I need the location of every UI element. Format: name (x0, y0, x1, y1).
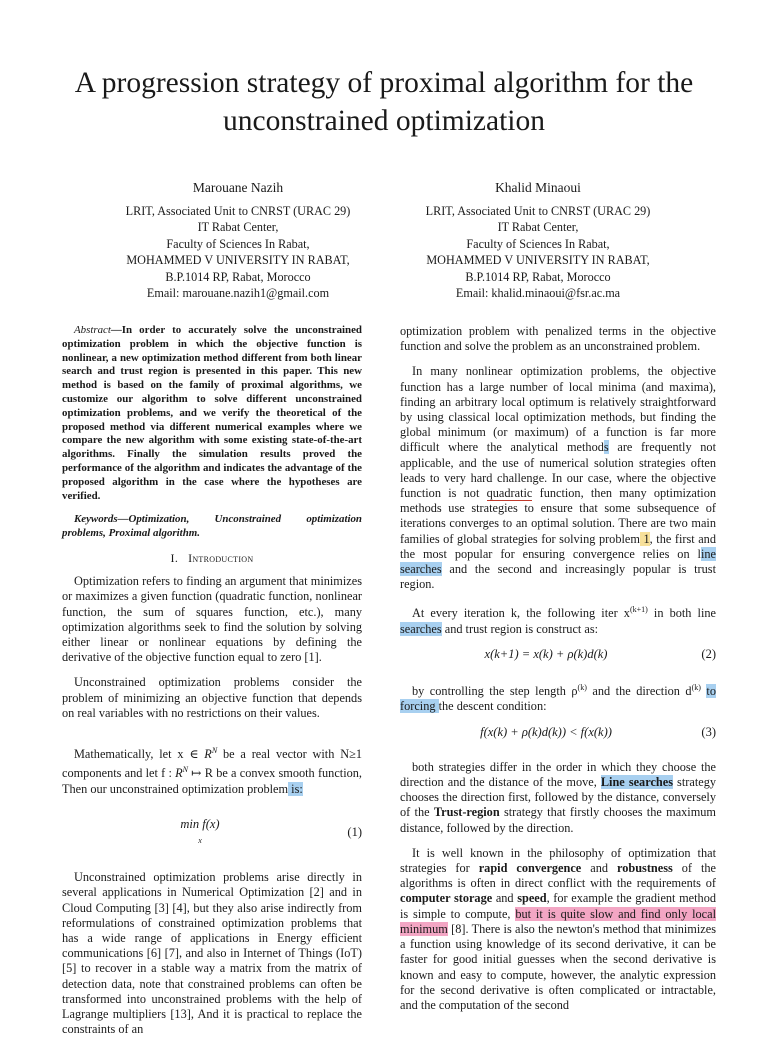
text-run: ↦ R be a convex smooth function, Then our unconstrained optimization problem (62, 766, 362, 796)
equation-2 (400, 647, 716, 662)
paragraph (400, 680, 716, 715)
math-superscript: (k) (691, 683, 701, 693)
author-name: Khalid Minaoui (495, 180, 581, 195)
author-affiliation-line: MOHAMMED V UNIVERSITY IN RABAT, (126, 253, 350, 267)
highlighted-text: s (603, 440, 609, 455)
author-2 (388, 180, 688, 302)
highlighted-text: searches (400, 621, 442, 636)
bold-text: computer storage (400, 891, 493, 906)
text-run: in both line (647, 606, 716, 621)
author-affiliation-line: B.P.1014 RP, Rabat, Morocco (165, 269, 311, 284)
math-RN (175, 766, 188, 780)
equation-1 (62, 817, 362, 848)
highlighted-text: Line searches (600, 775, 673, 790)
section-title: Introduction (188, 550, 254, 565)
text-run: both strategies differ in the order in which they choose the direction and the distance of the move, (400, 759, 716, 790)
equation-body: x(k+1) = x(k) + ρ(k)d(k) (484, 646, 608, 661)
paragraph (400, 364, 716, 592)
text-run: and (581, 861, 617, 876)
highlighted-text: ine searches (400, 546, 716, 577)
bold-text: rapid convergence (478, 861, 582, 876)
paragraph: optimization problem with penalized terms in the objective function and solve the problem as an unconstrained problem. (400, 324, 716, 354)
author-affiliation-line: MOHAMMED V UNIVERSITY IN RABAT, (426, 253, 650, 267)
text-run: Mathematically, let x ∈ (74, 747, 205, 762)
equation-subscript: x (198, 835, 202, 845)
equation-text: min f(x) (180, 816, 220, 831)
section-heading (62, 551, 362, 566)
author-affiliation-line: Faculty of Sciences In Rabat, (166, 236, 310, 251)
equation-body: f(x(k) + ρ(k)d(k)) < f(x(k)) (480, 724, 612, 739)
text-run: the descent condition: (438, 699, 547, 714)
author-affiliation-line: Faculty of Sciences In Rabat, (466, 236, 610, 251)
math-RN (204, 747, 217, 761)
bold-text: speed (517, 891, 547, 906)
text-run: and the direction d (586, 684, 692, 699)
highlighted-text: to forcing (400, 684, 716, 714)
abstract (62, 324, 362, 503)
author-affiliation-line: IT Rabat Center, (197, 220, 279, 234)
author-email: Email: marouane.nazih1@gmail.com (146, 286, 330, 300)
text-run: by controlling the step length ρ (412, 684, 578, 699)
equation-body (62, 817, 338, 848)
text-run: At every iteration k, the following iter x (412, 606, 630, 621)
equation-3 (400, 725, 716, 740)
author-1 (88, 180, 388, 302)
paragraph: Unconstrained optimization problems consider the problem of minimizing an objective function that depends on real variables with no restrictions on their values. (62, 675, 362, 720)
equation-number: (2) (701, 646, 716, 661)
text-run: [8]. There is also the newton's method that minimizes a function using knowledge of its second derivative, it can be faster for good initial guesses when the second derivative is known and easy to compute, however, the analytic expression for the second derivative is often complicated or intractable, and the computation of the second (400, 921, 716, 1012)
underlined-text: quadratic (486, 486, 533, 501)
math-symbol: R (175, 766, 183, 781)
left-column (62, 324, 362, 1047)
math-superscript: N (182, 765, 189, 775)
math-superscript: (k+1) (629, 605, 648, 615)
text-run: , the first and the most popular for ensuring convergence relies on l (400, 531, 716, 561)
paragraph (400, 602, 716, 637)
math-superscript: (k) (577, 683, 587, 693)
highlighted-text: is: (288, 781, 303, 796)
abstract-label: Abstract (74, 324, 111, 336)
text-run: function, then many optimization methods use strategies to ensure that some subsequence of iterations converges to an optimal solution. There are two main families of global strategies for solving problem (400, 486, 717, 546)
text-run: strategy that firstly chooses the maximum distance, followed by the direction. (400, 805, 716, 835)
bold-text: robustness (616, 861, 673, 876)
text-run: and the second and increasingly popular is trust region. (400, 562, 716, 592)
text-run: are frequently not applicable, and the use of numerical solution strategies often leads to very hard challenge. In our case, where the objective function is not (400, 440, 716, 501)
bold-text: Trust-region (433, 805, 500, 820)
keywords-label: Keywords (74, 513, 118, 526)
author-email: Email: khalid.minaoui@fsr.ac.ma (455, 286, 621, 300)
text-run: be a real vector with N≥1 components and let f : (62, 747, 362, 781)
keywords (62, 513, 362, 541)
text-run: In many nonlinear optimization problems, the objective function has a large number of local minima (and maxima), finding an arbitrary local optimum is relatively straightforward by using classical local optimization methods, but finding the global minimum (or maximum) of a function is far more difficult where the analytical method (400, 364, 716, 455)
paragraph: Unconstrained optimization problems arise directly in several applications in Numerical Optimization [2] and in Cloud Computing [3] [4], but they also arise indirectly from reformulations of constrained optimization problems that has a wide range of applications in Energy efficient communications [6] [7], and also in Internet of Things (IoT) [5] to recover in a stable way a matrix from the matrix of detection data, note that constrained problems can often be transformed into unconstrained problems with the help of Lagrange multipliers [13], And it is practical to replace the constraints of an (62, 870, 362, 1037)
math-symbol: R (204, 747, 212, 762)
author-affiliation-line: B.P.1014 RP, Rabat, Morocco (465, 269, 611, 284)
author-name: Marouane Nazih (192, 180, 284, 195)
paragraph (400, 846, 716, 1013)
text-run: of the algorithms is often in direct conflict with the requirements of (400, 861, 716, 891)
equation-number: (1) (347, 824, 362, 839)
paper-title: A progression strategy of proximal algorithm for the unconstrained optimization (74, 67, 694, 137)
keywords-text: —Optimization, Unconstrained optimization problems, Proximal algorithm. (62, 513, 362, 540)
author-affiliation-line: LRIT, Associated Unit to CNRST (URAC 29) (125, 203, 351, 218)
highlighted-text: 1 (639, 531, 650, 546)
text-run: and trust region is construct as: (441, 621, 599, 636)
paragraph (400, 760, 716, 836)
text-run: It is well known in the philosophy of optimization that strategies for (400, 845, 716, 876)
author-affiliation-line: IT Rabat Center, (497, 220, 579, 234)
paragraph (62, 743, 362, 797)
text-run: , for example the gradient method is simple to compute, (400, 891, 716, 921)
text-run: strategy chooses the direction first, followed by the distance, conversely of the (400, 775, 716, 820)
abstract-text: —In order to accurately solve the unconstrained optimization problem in which the objective function is nonlinear, a new optimization method different from both linear search and trust region is presented in this paper. This new method is based on the family of proximal algorithms, we customize our algorithm to solve different unconstrained optimization problems, and we verify the theoretical of the proposed method via different numerical examples where we compare the new algorithm with some existing state-of-the-art algorithms. Finally the simulation results proved the performance of the algorithm and indicates the advantage of the proposed algorithm in the case where the hypotheses are verified. (62, 324, 362, 502)
author-affiliation-line: LRIT, Associated Unit to CNRST (URAC 29) (425, 203, 651, 218)
highlighted-text: but it is quite slow and find only local minimum (400, 906, 716, 936)
equation-number: (3) (701, 724, 716, 739)
right-column (400, 324, 716, 1023)
math-superscript: N (211, 745, 218, 755)
text-run: and (492, 891, 518, 906)
paragraph: Optimization refers to finding an argument that minimizes or maximizes a given function (quadratic function, nonlinear function, the sum of squares function, etc.), many optimization algorithms seek to find the solution by solving either linear or nonlinear equations by defining the derivative of the objective function equal to zero [1]. (62, 574, 362, 665)
section-numeral: I. (170, 550, 179, 565)
